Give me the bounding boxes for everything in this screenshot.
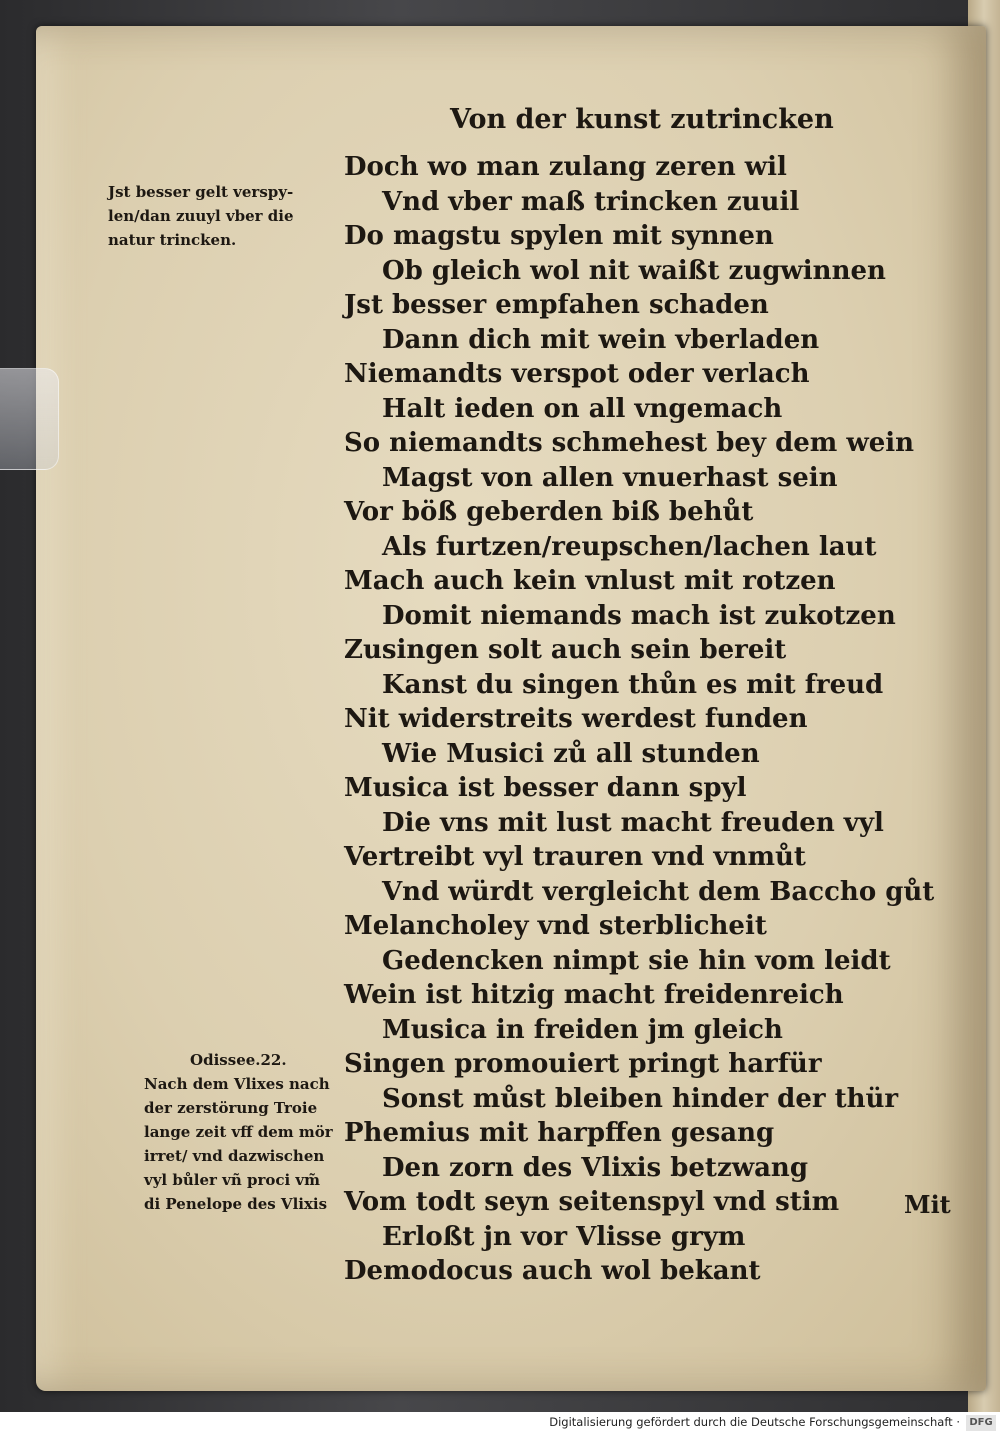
verse-line: Sonst můst bleiben hinder der thür [382, 1083, 899, 1114]
verse-line: Die vns mit lust macht freuden vyl [382, 807, 884, 838]
verse-line: Nit widerstreits werdest funden [344, 704, 808, 734]
verse-line: Den zorn des Vlixis betzwang [382, 1152, 809, 1183]
verse-line: Domit niemands mach ist zukotzen [382, 600, 896, 631]
verse-line: Vertreibt vyl trauren vnd vnmůt [344, 842, 806, 872]
verse-line: Als furtzen/reupschen/lachen laut [382, 531, 877, 562]
verse-line: Demodocus auch wol bekant [344, 1256, 761, 1286]
verse-line: Melancholey vnd sterblicheit [344, 911, 767, 941]
verse-line: Vnd vber maß trincken zuuil [382, 186, 800, 217]
gloss-line: len/dan zuuyl vber die [108, 207, 294, 225]
gloss-line: di Penelope des Vlixis [144, 1195, 328, 1213]
verse-line: Doch wo man zulang zeren wil [344, 152, 787, 182]
verse-line: Jst besser empfahen schaden [344, 290, 769, 320]
running-head: Von der kunst zutrincken [450, 104, 834, 135]
marginal-gloss-bottom [144, 1048, 333, 1216]
verse-column [344, 150, 944, 1289]
verse-line: Musica ist besser dann spyl [344, 773, 747, 803]
verse-line: Halt ieden on all vngemach [382, 393, 783, 424]
verse-line: Dann dich mit wein vberladen [382, 324, 820, 355]
catchword: Mit [904, 1190, 951, 1219]
verse-line: Phemius mit harpffen gesang [344, 1118, 775, 1148]
verse-line: Musica in freiden jm gleich [382, 1014, 783, 1045]
funding-credit: Digitalisierung gefördert durch die Deutsche Forschungsgemeinschaft · [549, 1415, 960, 1429]
gloss-line: Nach dem Vlixes nach [144, 1075, 330, 1093]
verse-line: So niemandts schmehest bey dem wein [344, 428, 915, 458]
gloss-line: der zerstörung Troie [144, 1099, 318, 1117]
verse-line: Mach auch kein vnlust mit rotzen [344, 566, 836, 596]
dfg-logo: DFG [966, 1415, 996, 1431]
verse-line: Vnd würdt vergleicht dem Baccho gůt [382, 876, 935, 907]
gloss-line: vyl bůler vñ proci vm̃ [144, 1171, 320, 1189]
verse-line: Erloßt jn vor Vlisse grym [382, 1221, 746, 1252]
verse-line: Wein ist hitzig macht freidenreich [344, 980, 844, 1010]
marginal-gloss-top [108, 180, 294, 252]
verse-line: Vor böß geberden biß behůt [344, 497, 754, 527]
verse-line: Magst von allen vnuerhast sein [382, 462, 838, 493]
verse-line: Kanst du singen thůn es mit freud [382, 669, 884, 700]
gloss-line: Jst besser gelt verspy- [108, 183, 294, 201]
gloss-line: lange zeit vff dem mör [144, 1123, 333, 1141]
verse-line: Singen promouiert pringt harfür [344, 1049, 822, 1079]
verse-line: Zusingen solt auch sein bereit [344, 635, 787, 665]
gloss-reference: Odissee.22. [190, 1051, 287, 1069]
gloss-line: irret/ vnd dazwischen [144, 1147, 325, 1165]
verse-line: Niemandts verspot oder verlach [344, 359, 810, 389]
page-clip [0, 368, 59, 470]
verse-line: Gedencken nimpt sie hin vom leidt [382, 945, 891, 976]
verse-line: Ob gleich wol nit waißt zugwinnen [382, 255, 886, 286]
gloss-line: natur trincken. [108, 231, 237, 249]
verse-line: Vom todt seyn seitenspyl vnd stim [344, 1187, 840, 1217]
verse-line: Wie Musici zů all stunden [382, 738, 760, 769]
verse-line: Do magstu spylen mit synnen [344, 221, 774, 251]
